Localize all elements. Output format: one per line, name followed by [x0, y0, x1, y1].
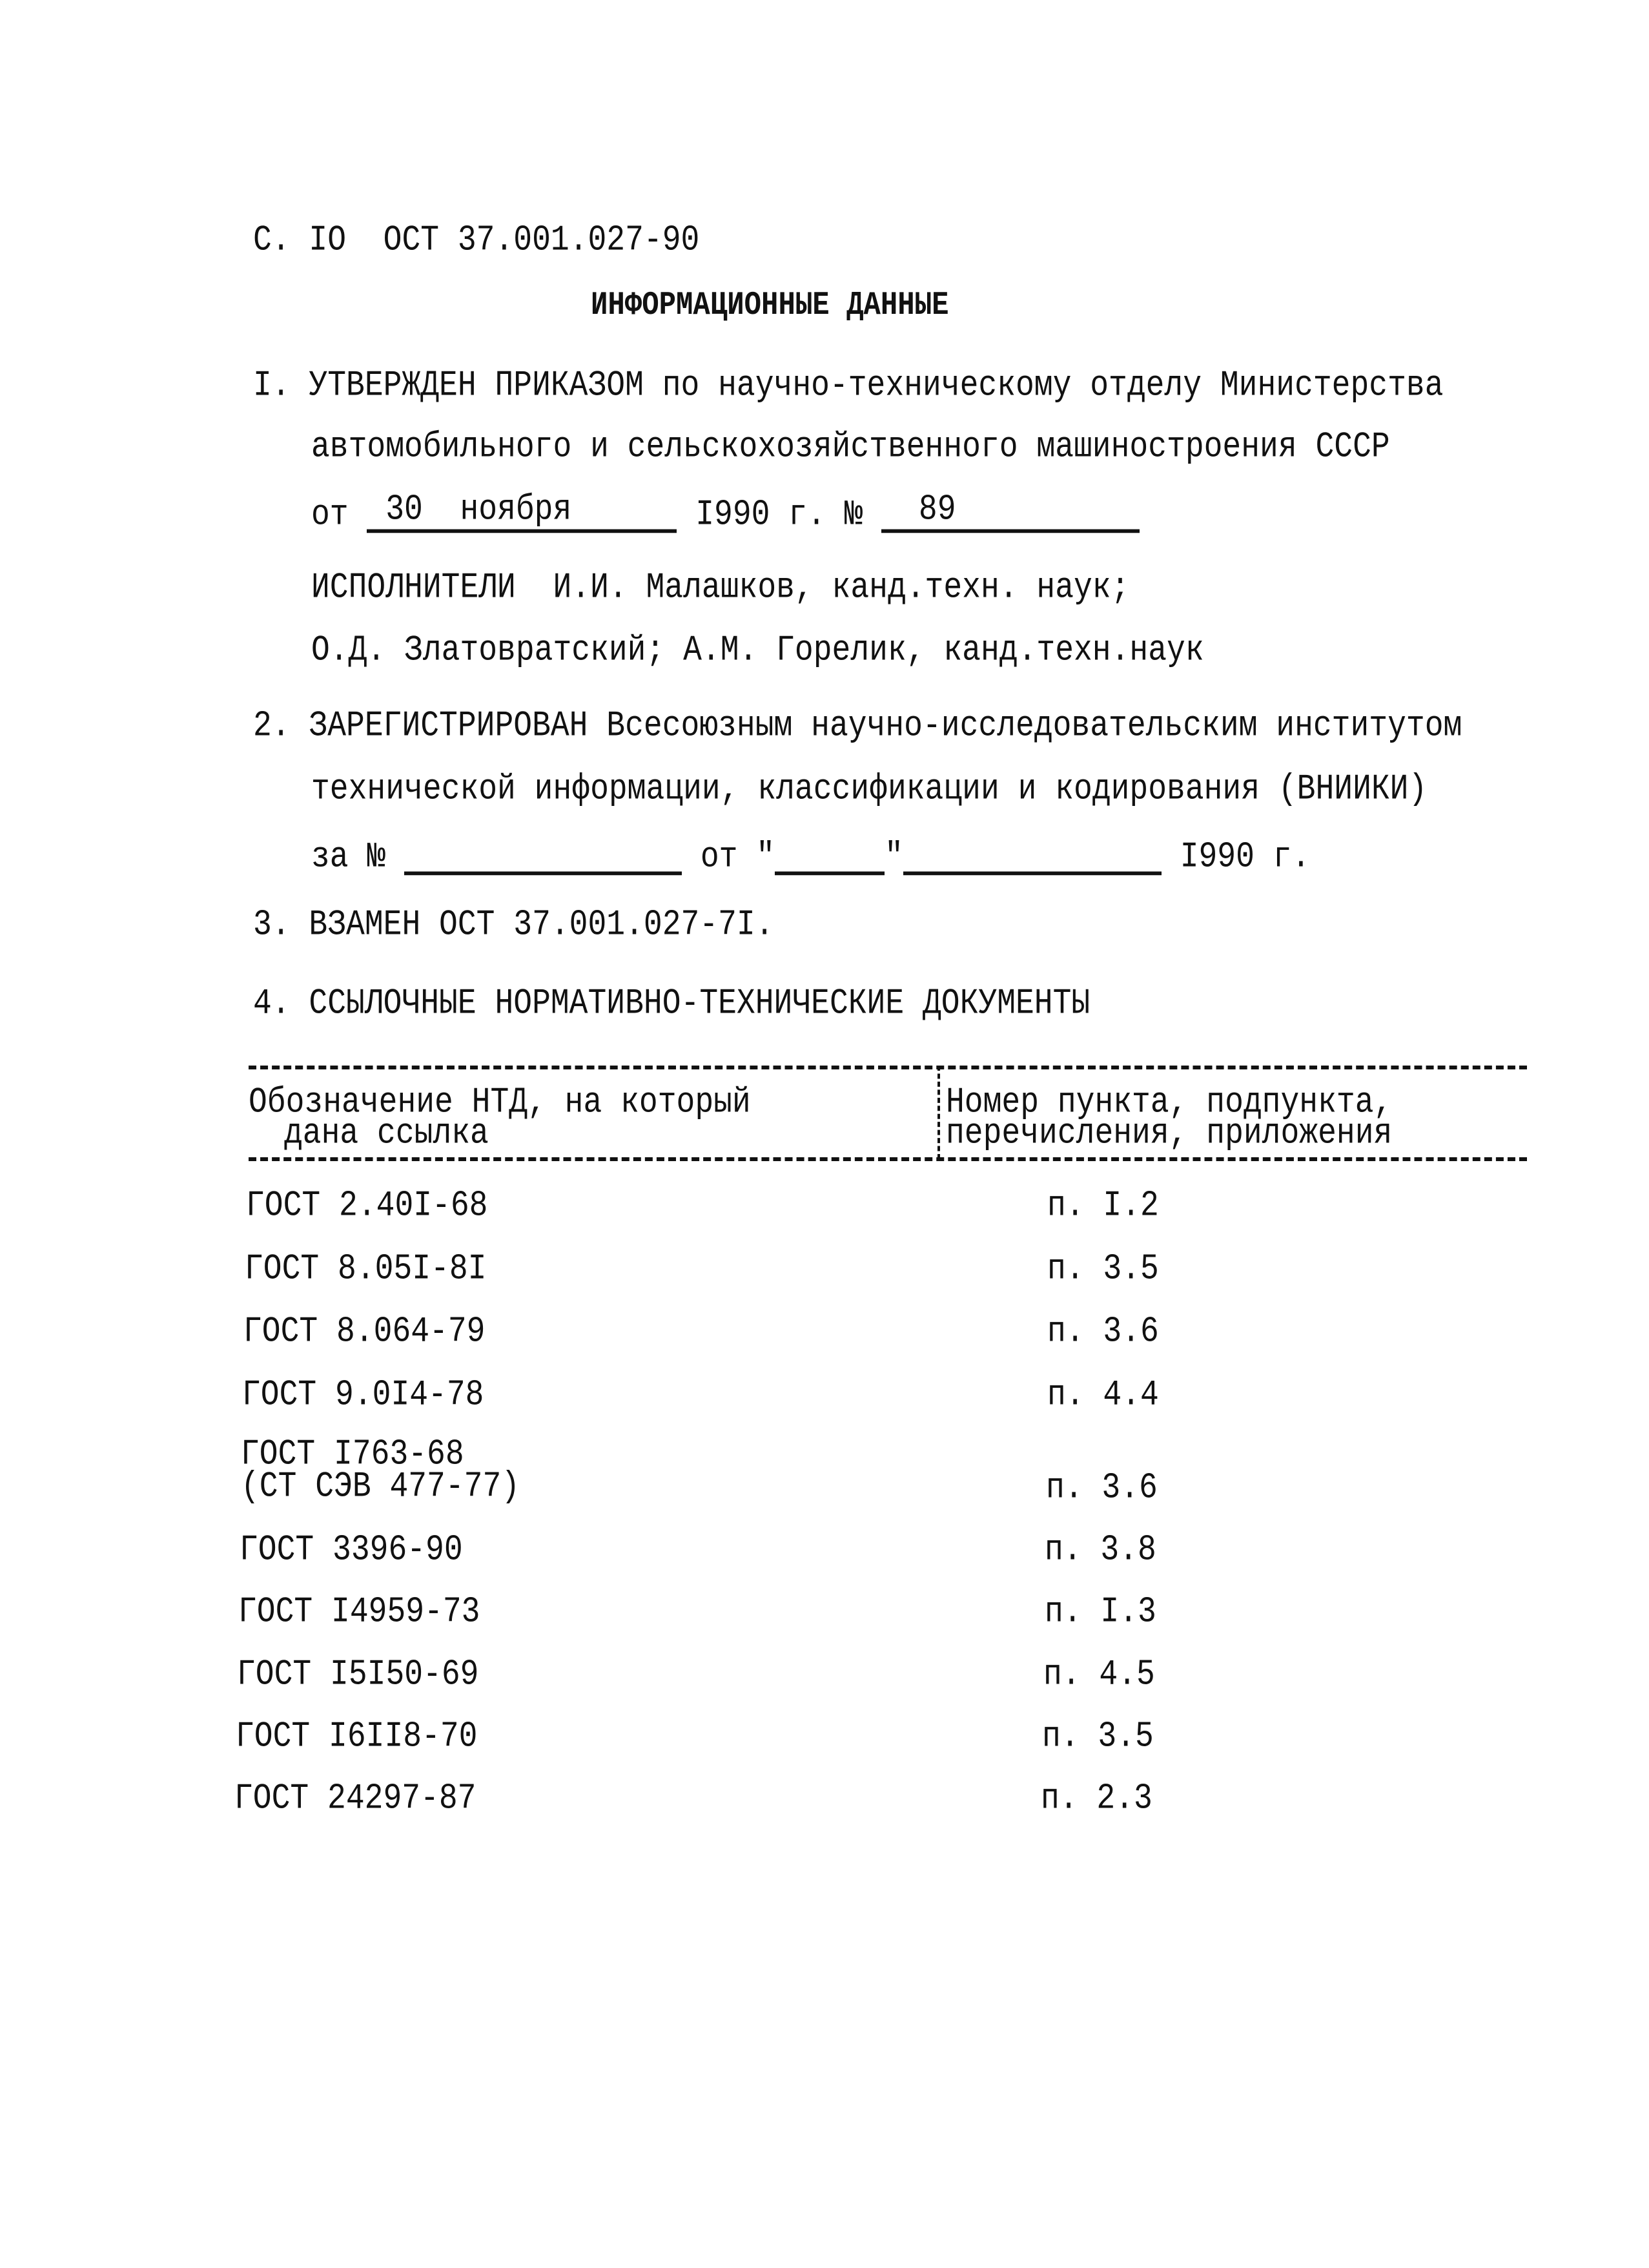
col2-header-line2: перечисления, приложения: [946, 1113, 1393, 1154]
table-row-ref: п. I.2: [1047, 1186, 1159, 1226]
table-row-ref: п. 3.5: [1042, 1716, 1154, 1757]
ot-label: от ": [700, 837, 775, 878]
item2-line2: технической информации, классификации и кодирования (ВНИИКИ): [311, 769, 1428, 810]
table-row-doc: ГОСТ I763-68: [241, 1434, 464, 1475]
year-label: I990 г. №: [695, 495, 863, 535]
table-column-divider: [937, 1066, 940, 1159]
day-field: [775, 834, 885, 875]
table-row-doc: ГОСТ 8.064-79: [243, 1312, 486, 1352]
item1-line2: автомобильного и сельскохозяйственного машиностроения СССР: [311, 427, 1390, 468]
table-row-ref: п. 3.5: [1047, 1249, 1159, 1290]
table-row-doc: ГОСТ I5I50-69: [237, 1655, 479, 1695]
table-row-ref: п. 2.3: [1041, 1778, 1152, 1819]
table-row-doc: ГОСТ 3396-90: [240, 1530, 463, 1571]
col1-header-line1: Обозначение НТД, на который: [249, 1082, 751, 1123]
performers-line2: О.Д. Златовратский; А.М. Горелик, канд.техн.наук: [311, 630, 1204, 671]
date-month: ноября: [460, 490, 572, 530]
table-row-ref: п. I.3: [1045, 1592, 1156, 1633]
table-row-doc: ГОСТ 2.40I-68: [246, 1186, 488, 1226]
col2-header-line1: Номер пункта, подпункта,: [946, 1082, 1393, 1123]
item1-approval-date: [311, 492, 1140, 533]
table-row-doc: ГОСТ I6II8-70: [236, 1716, 478, 1757]
table-row-doc: ГОСТ 8.05I-8I: [245, 1249, 487, 1290]
table-row-ref: п. 3.6: [1047, 1312, 1159, 1352]
date-field: [367, 492, 677, 533]
month-field: [903, 834, 1162, 875]
registration-number-field: [404, 834, 682, 875]
col1-header-line2: дана ссылка: [284, 1113, 489, 1154]
table-row-doc-alt: (СТ СЭВ 477-77): [241, 1467, 520, 1507]
order-number: 89: [918, 490, 956, 530]
table-row-doc: ГОСТ I4959-73: [238, 1592, 480, 1633]
table-row-ref: п. 4.4: [1047, 1375, 1159, 1416]
date-day: 30: [385, 490, 423, 530]
table-row-doc: ГОСТ 24297-87: [234, 1778, 476, 1819]
item1-line1: I. УТВЕРЖДЕН ПРИКАЗОМ по научно-техническому отделу Министерства: [253, 366, 1444, 406]
za-label: за №: [311, 837, 386, 878]
order-number-field: [881, 492, 1140, 533]
table-row-ref: п. 3.6: [1046, 1468, 1158, 1509]
table-row-ref: п. 4.5: [1043, 1655, 1155, 1695]
table-top-rule: [249, 1066, 1527, 1069]
item4: 4. ССЫЛОЧНЫЕ НОРМАТИВНО-ТЕХНИЧЕСКИЕ ДОКУМЕНТЫ: [253, 984, 1091, 1024]
page-header: С. IO ОСТ 37.001.027-90: [253, 220, 700, 261]
item2-line1: 2. ЗАРЕГИСТРИРОВАН Всесоюзным научно-исследовательским институтом: [253, 706, 1462, 747]
from-label: от: [311, 495, 349, 535]
item3: 3. ВЗАМЕН ОСТ 37.001.027-7I.: [253, 905, 774, 945]
performers-line1: ИСПОЛНИТЕЛИ И.И. Малашков, канд.техн. наук;: [311, 568, 1130, 608]
section-title: ИНФОРМАЦИОННЫЕ ДАННЫЕ: [591, 287, 949, 325]
table-row-doc: ГОСТ 9.0I4-78: [242, 1375, 484, 1416]
reg-year: I990 г.: [1180, 837, 1311, 878]
quote-close: ": [885, 837, 903, 878]
table-row-ref: п. 3.8: [1045, 1530, 1156, 1571]
item2-registration: [311, 834, 1311, 878]
table-header-rule: [249, 1157, 1527, 1161]
